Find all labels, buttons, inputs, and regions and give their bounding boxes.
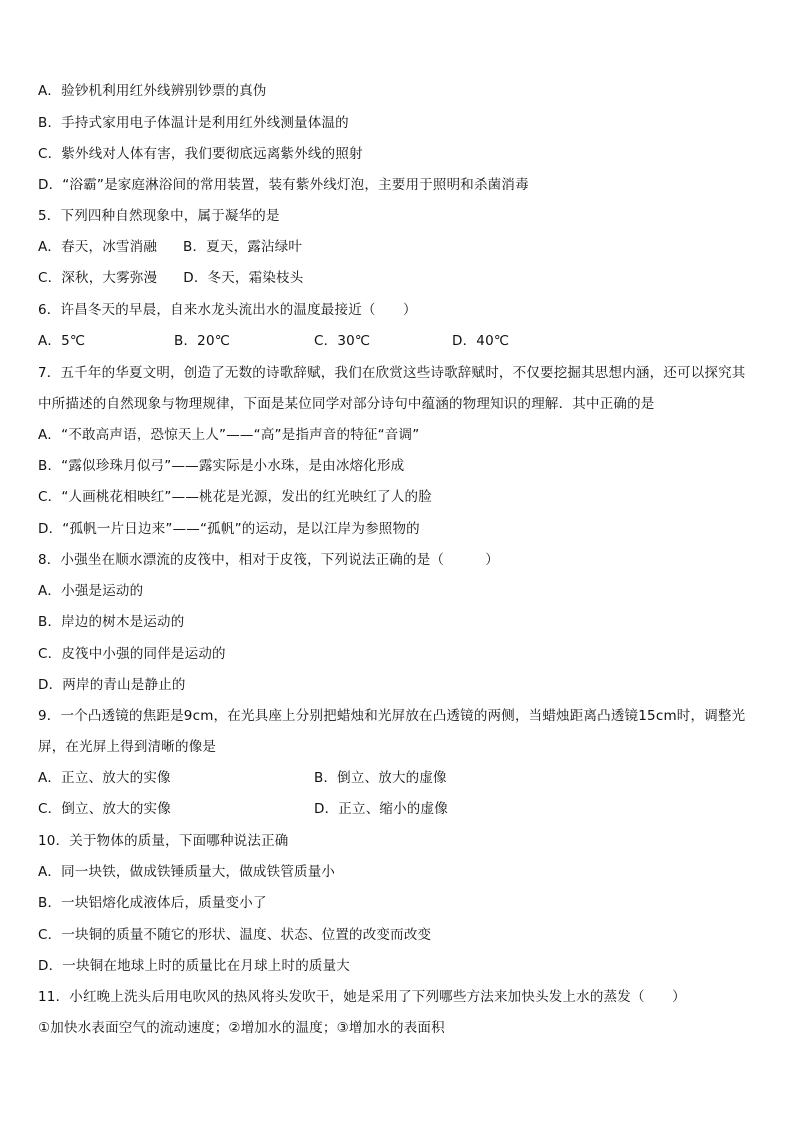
question-6-stem: 6．许昌冬天的早晨，自来水龙头流出水的温度最接近（ ） [38,302,417,318]
option-5b: B．夏天，露沾绿叶 [183,239,303,255]
question-7-stem-2: 中所描述的自然现象与物理规律，下面是某位同学对部分诗句中蕴涵的物理知识的理解．其中正确的是 [38,396,655,412]
option-5d: D．冬天，霜染枝头 [183,270,304,286]
question-7-stem-1: 7．五千年的华夏文明，创造了无数的诗歌辞赋，我们在欣赏这些诗歌辞赋时，不仅要挖掘其思想内涵，还可以探究其 [38,365,746,381]
option-10a: A．同一块铁，做成铁锤质量大，做成铁管质量小 [38,864,336,880]
option-6d: D．40℃ [452,333,510,349]
option-8c: C．皮筏中小强的同伴是运动的 [38,646,226,662]
option-8b: B．岸边的树木是运动的 [38,614,185,630]
option-5a: A．春天，冰雪消融 [38,239,158,255]
question-9-options-ab [38,769,447,787]
option-4b: B．手持式家用电子体温计是利用红外线测量体温的 [38,115,349,131]
option-10c: C．一块铜的质量不随它的形状、温度、状态、位置的改变而改变 [38,927,432,943]
option-7d: D．“孤帆一片日边来”——“孤帆”的运动，是以江岸为参照物的 [38,521,420,537]
question-6-options [38,332,510,350]
question-5-stem: 5．下列四种自然现象中，属于凝华的是 [38,208,280,224]
option-9c: C．倒立、放大的实像 [38,801,171,817]
question-10-stem: 10．关于物体的质量，下面哪种说法正确 [38,833,289,849]
question-11-stem: 11．小红晚上洗头后用电吹风的热风将头发吹干，她是采用了下列哪些方法来加快头发上水的蒸发（ ） [38,989,686,1005]
option-6c: C．30℃ [314,333,371,349]
question-8-stem: 8．小强坐在顺水漂流的皮筏中，相对于皮筏，下列说法正确的是（ ） [38,552,499,568]
option-7b: B．“露似珍珠月似弓”——露实际是小水珠，是由冰熔化形成 [38,458,405,474]
option-10b: B．一块铝熔化成液体后，质量变小了 [38,895,267,911]
question-9-stem-2: 屏，在光屏上得到清晰的像是 [38,739,217,755]
option-4d: D．“浴霸”是家庭淋浴间的常用装置，装有紫外线灯泡，主要用于照明和杀菌消毒 [38,177,529,193]
question-9-options-cd [38,800,448,818]
option-6a: A．5℃ [38,333,86,349]
option-7a: A．“不敢高声语，恐惊天上人”——“高”是指声音的特征“音调” [38,427,420,443]
question-9-stem-1: 9．一个凸透镜的焦距是9cm，在光具座上分别把蜡烛和光屏放在凸透镜的两侧，当蜡烛距离凸透镜15cm时，调整光 [38,708,746,724]
option-4a: A．验钞机利用红外线辨别钞票的真伪 [38,83,267,99]
option-9b: B．倒立、放大的虚像 [314,770,447,786]
option-7c: C．“人画桃花相映红”——桃花是光源，发出的红光映红了人的脸 [38,489,432,505]
option-10d: D．一块铜在地球上时的质量比在月球上时的质量大 [38,958,350,974]
question-5-options-cd [38,269,303,287]
question-5-options-ab [38,238,302,256]
option-6b: B．20℃ [174,333,231,349]
option-9d: D．正立、缩小的虚像 [314,801,448,817]
option-9a: A．正立、放大的实像 [38,770,171,786]
option-8a: A．小强是运动的 [38,583,144,599]
option-4c: C．紫外线对人体有害，我们要彻底远离紫外线的照射 [38,146,363,162]
option-8d: D．两岸的青山是静止的 [38,677,186,693]
question-11-methods: ①加快水表面空气的流动速度；②增加水的温度；③增加水的表面积 [38,1020,445,1036]
option-5c: C．深秋，大雾弥漫 [38,270,158,286]
